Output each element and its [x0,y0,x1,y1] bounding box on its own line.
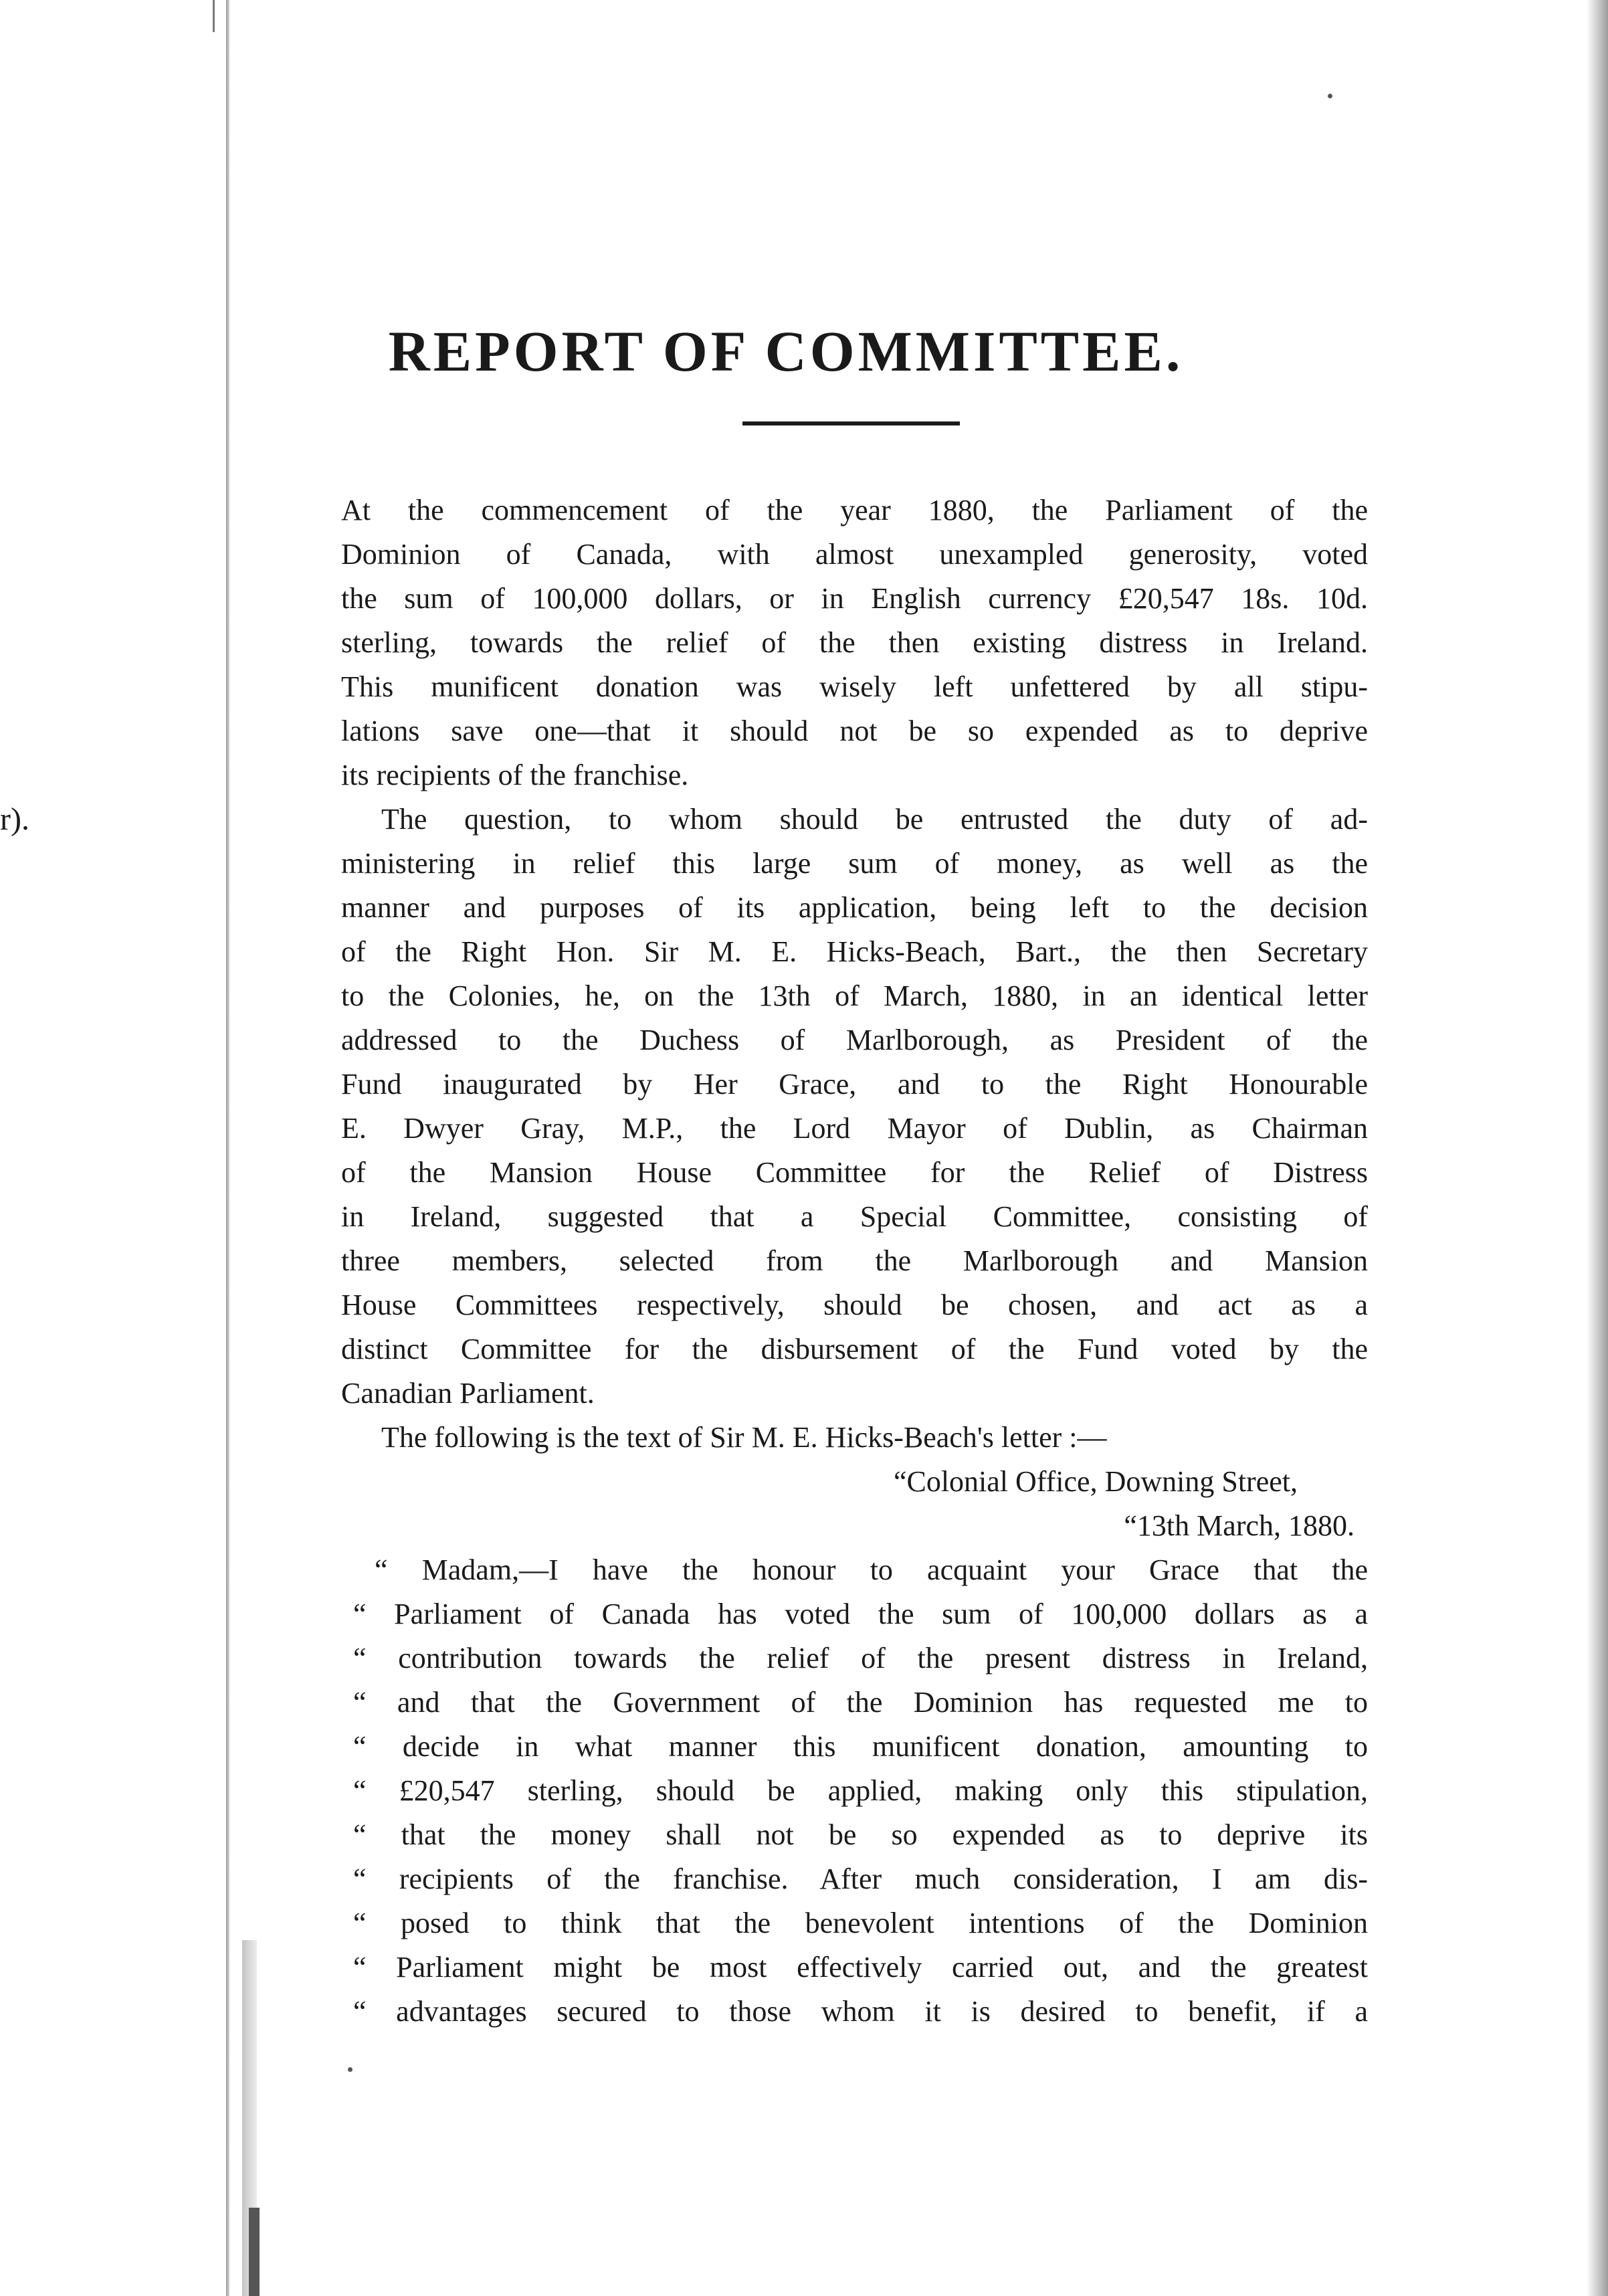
text-line: “ recipients of the franchise. After much consideration, I am dis- [353,1862,1368,1895]
letter-heading [341,1460,1368,1548]
text-line: in Ireland, suggested that a Special Committee, consisting of [341,1200,1368,1233]
text-line: “ posed to think that the benevolent intentions of the Dominion [353,1907,1368,1939]
text-line: lations save one—that it should not be so expended as to deprive [341,714,1368,747]
text-line: At the commencement of the year 1880, the Parliament of the [341,494,1368,527]
paragraph-1 [341,488,1368,797]
text-line: ministering in relief this large sum of money, as well as the [341,847,1368,880]
text-line: The following is the text of Sir M. E. Hicks-Beach's letter :— [381,1421,1107,1454]
report-body [341,488,1368,2034]
text-line: addressed to the Duchess of Marlborough, as President of the [341,1024,1368,1056]
text-line: its recipients of the franchise. [341,759,689,791]
text-line: distinct Committee for the disbursement of the Fund voted by the [341,1333,1368,1365]
text-line: “ Parliament of Canada has voted the sum of 100,000 dollars as a [353,1598,1368,1630]
text-line: Dominion of Canada, with almost unexampled generosity, voted [341,538,1368,571]
gutter-binding [249,2208,260,2296]
scan-speck [348,2067,353,2072]
text-line: sterling, towards the relief of the then existing distress in Ireland. [341,626,1368,659]
text-line: Canadian Parliament. [341,1377,595,1410]
text-line: “ contribution towards the relief of the present distress in Ireland, [353,1642,1368,1675]
text-line: “ advantages secured to those whom it is desired to benefit, if a [353,1995,1368,2028]
text-line: three members, selected from the Marlborough and Mansion [341,1244,1368,1277]
right-page-edge [1587,0,1608,2296]
text-line: “ and that the Government of the Dominion has requested me to [353,1686,1368,1719]
page-gutter-edge [226,0,229,2296]
previous-page-fragment: r). [0,801,29,837]
paragraph-2 [341,797,1368,1416]
scan-edge-mark [213,0,215,32]
scan-speck [1328,94,1332,98]
text-line: to the Colonies, he, on the 13th of March, 1880, in an identical letter [341,979,1368,1012]
letter-date: “13th March, 1880. [1124,1509,1354,1542]
text-line: manner and purposes of its application, being left to the decision [341,891,1368,924]
text-line: This munificent donation was wisely left unfettered by all stipu- [341,670,1368,703]
text-line: “ £20,547 sterling, should be applied, making only this stipulation, [353,1774,1368,1807]
text-line: of the Right Hon. Sir M. E. Hicks-Beach, Bart., the then Secretary [341,935,1368,968]
title-rule [742,421,960,425]
text-line: E. Dwyer Gray, M.P., the Lord Mayor of Dublin, as Chairman [341,1112,1368,1145]
text-line: “ Madam,—I have the honour to acquaint your Grace that the [375,1553,1368,1586]
page-title: REPORT OF COMMITTEE. [388,319,1184,383]
letter-body [341,1548,1368,2034]
letter-address: “Colonial Office, Downing Street, [893,1465,1298,1498]
text-line: of the Mansion House Committee for the Relief of Distress [341,1156,1368,1189]
text-line: Fund inaugurated by Her Grace, and to the Right Honourable [341,1068,1368,1101]
paragraph-3 [341,1416,1368,1460]
text-line: the sum of 100,000 dollars, or in English currency £20,547 18s. 10d. [341,582,1368,615]
text-line: “ that the money shall not be so expended as to deprive its [353,1818,1368,1851]
text-line: The question, to whom should be entrusted the duty of ad- [381,803,1368,836]
text-line: “ Parliament might be most effectively carried out, and the greatest [353,1951,1368,1984]
text-line: House Committees respectively, should be chosen, and act as a [341,1288,1368,1321]
text-line: “ decide in what manner this munificent donation, amounting to [353,1730,1368,1763]
